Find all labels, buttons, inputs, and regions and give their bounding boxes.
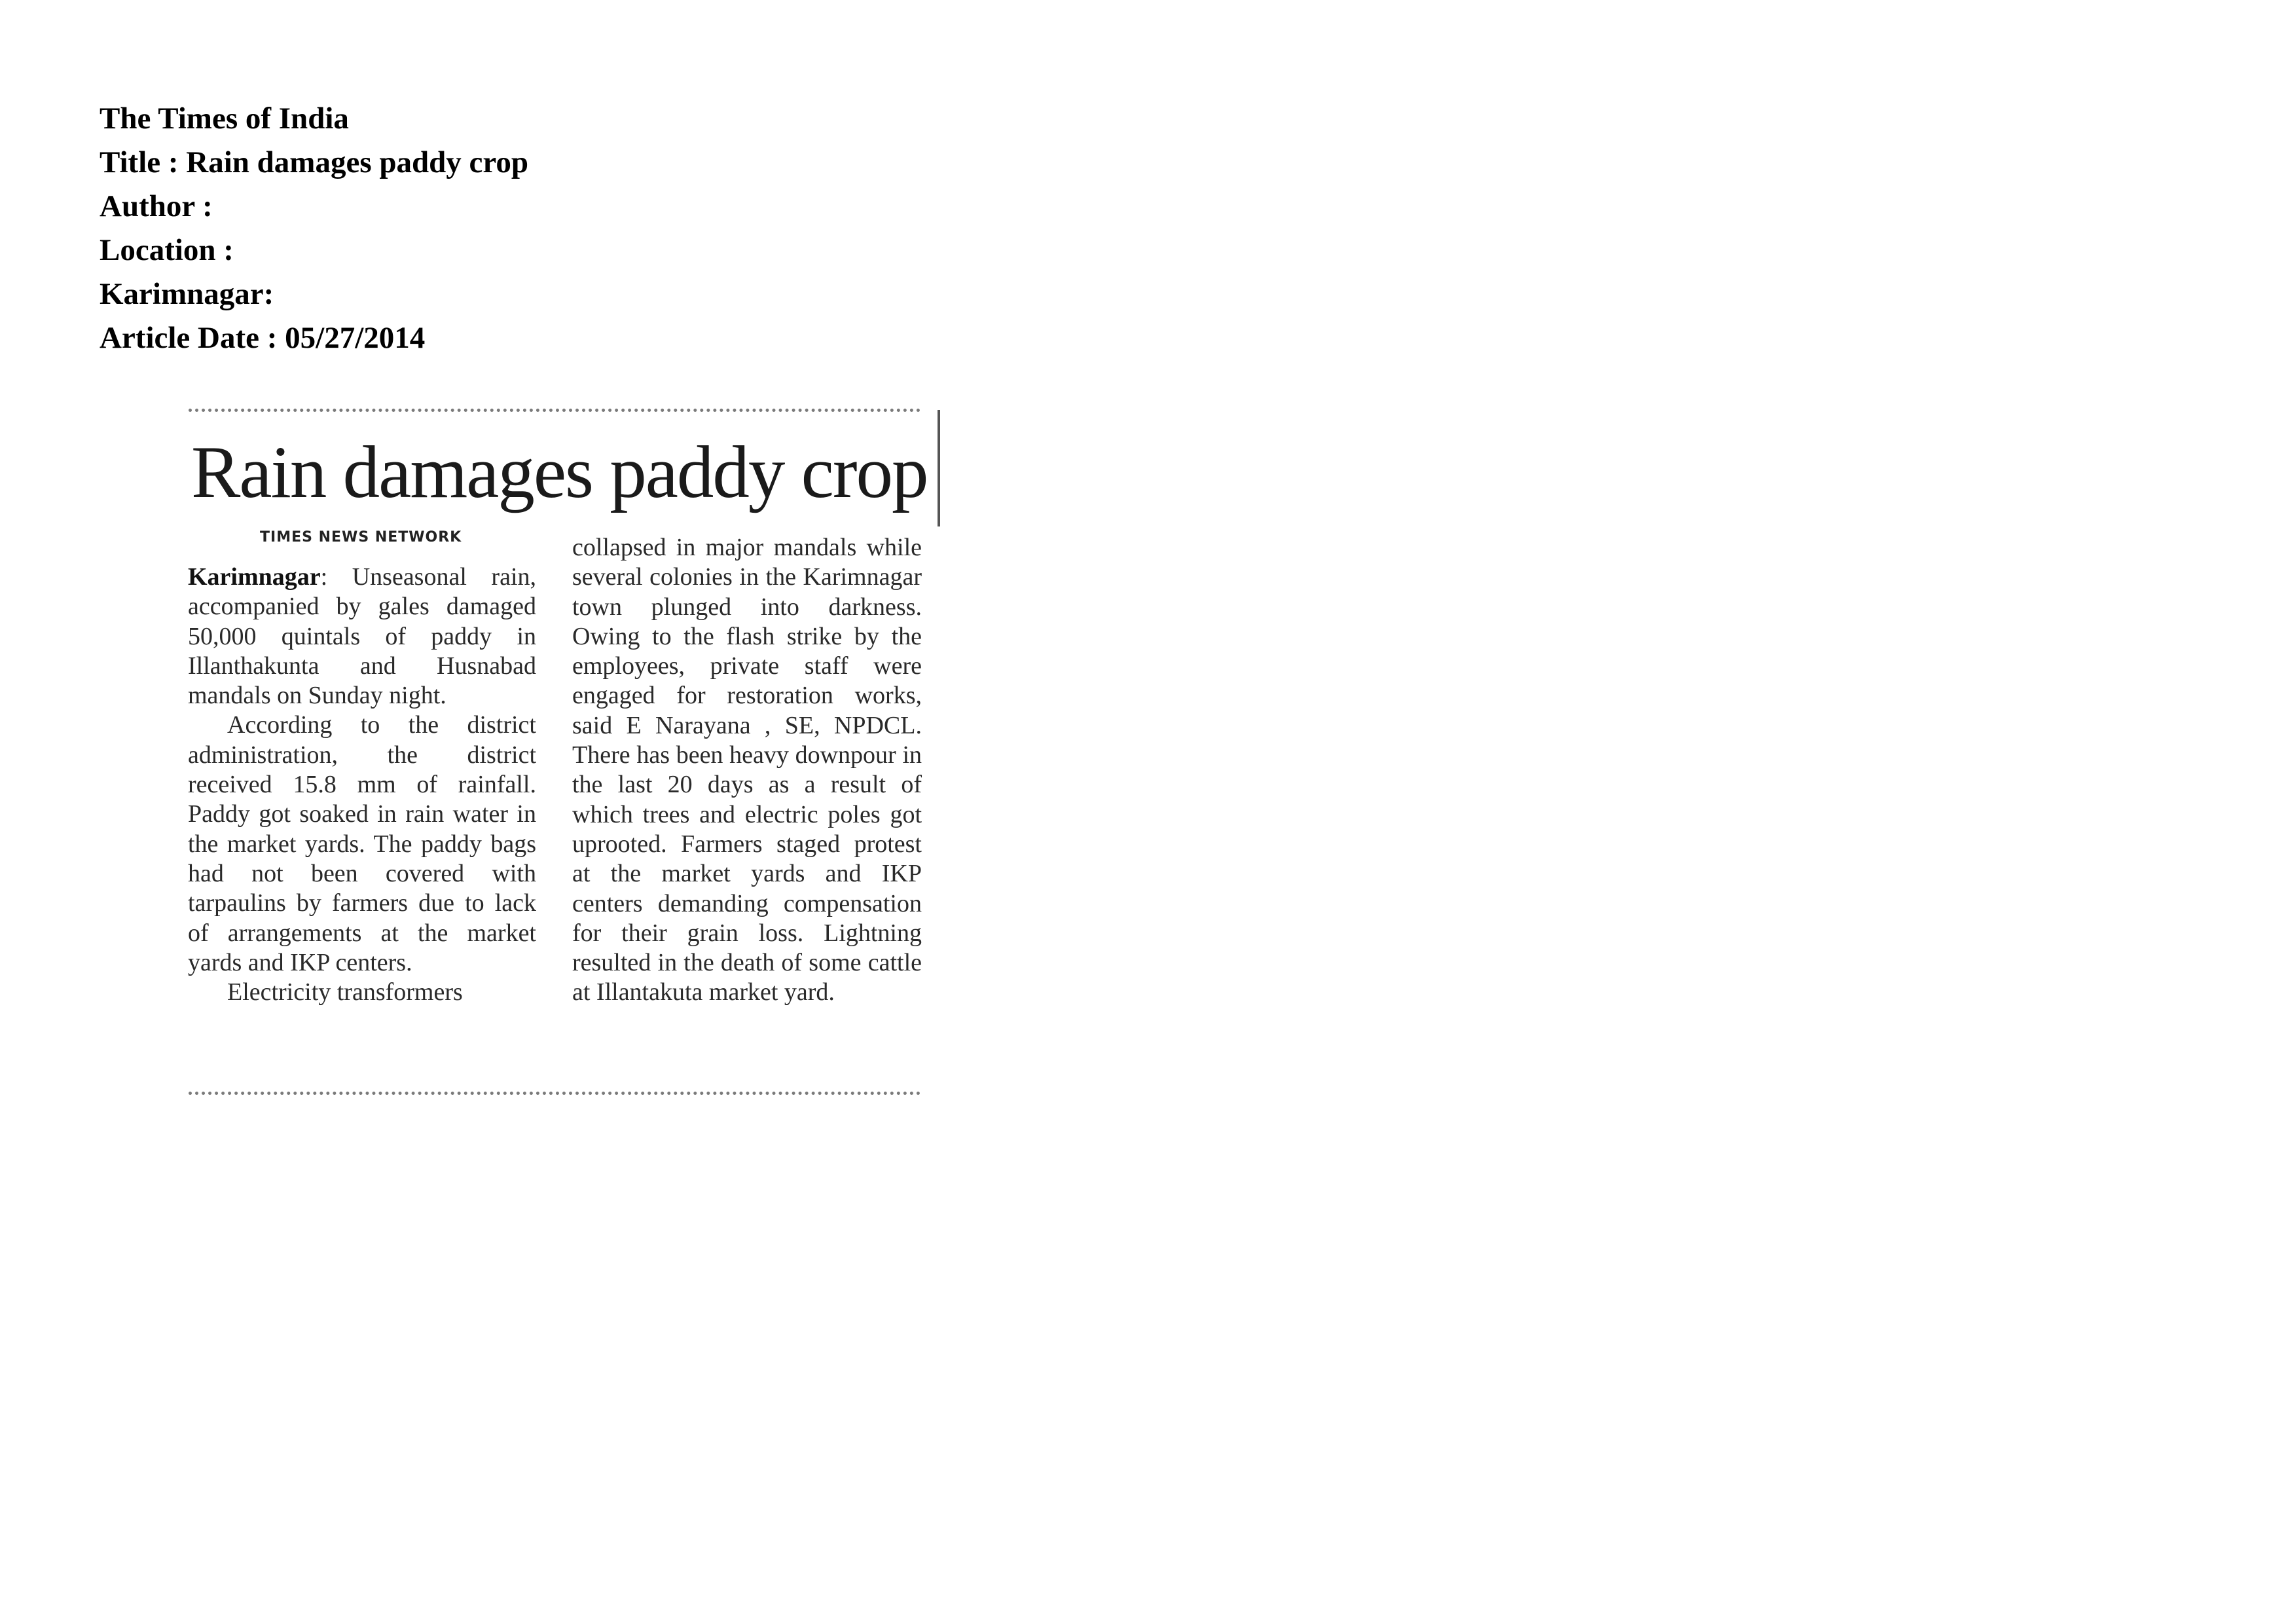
paragraph-2: According to the district administration, the district received 15.8 mm of rainfall. Paddy got soaked in rain water in the market yards. The paddy bags had not been covered with tarpaulins by farmers due to lack of arrangements at the market yards and IKP centers.	[188, 711, 536, 976]
publication-name: The Times of India	[100, 101, 349, 136]
paragraph-3: Electricity transformers	[227, 978, 463, 1006]
article-column-1	[188, 563, 536, 1007]
bottom-dotted-border	[189, 1092, 920, 1095]
newspaper-clipping	[185, 401, 944, 1108]
author-line: Author :	[100, 189, 213, 223]
article-metadata	[100, 97, 885, 360]
location-line: Location :	[100, 233, 234, 267]
dateline: Karimnagar	[188, 563, 321, 591]
byline: TIMES NEWS NETWORK	[260, 529, 462, 545]
paragraph-1	[188, 563, 536, 710]
location-value: Karimnagar:	[100, 277, 274, 311]
column-rule	[938, 410, 940, 526]
headline: Rain damages paddy crop	[191, 432, 928, 513]
top-dotted-border	[189, 409, 920, 412]
article-column-2	[572, 533, 922, 1008]
paragraph-4: collapsed in major mandals while several colonies in the Karimnagar town plunged into darkness. Owing to the flash strike by the employees, private staff were engaged for restoration works, said E Narayana , SE, NPDCL. There has been heavy downpour in the last 20 days as a result of which trees and electric poles got uprooted. Farmers staged protest at the market yards and IKP centers demanding compensation for their grain loss. Lightning resulted in the death of some cattle at Illantakuta market yard.	[572, 534, 922, 1006]
article-title-line: Title : Rain damages paddy crop	[100, 145, 529, 179]
paragraph-1-text: : Unseasonal rain, accompanied by gales damaged 50,000 quintals of paddy in Illanthakunta and Husnabad mandals on Sunday night.	[188, 563, 536, 710]
article-date-line: Article Date : 05/27/2014	[100, 321, 426, 355]
